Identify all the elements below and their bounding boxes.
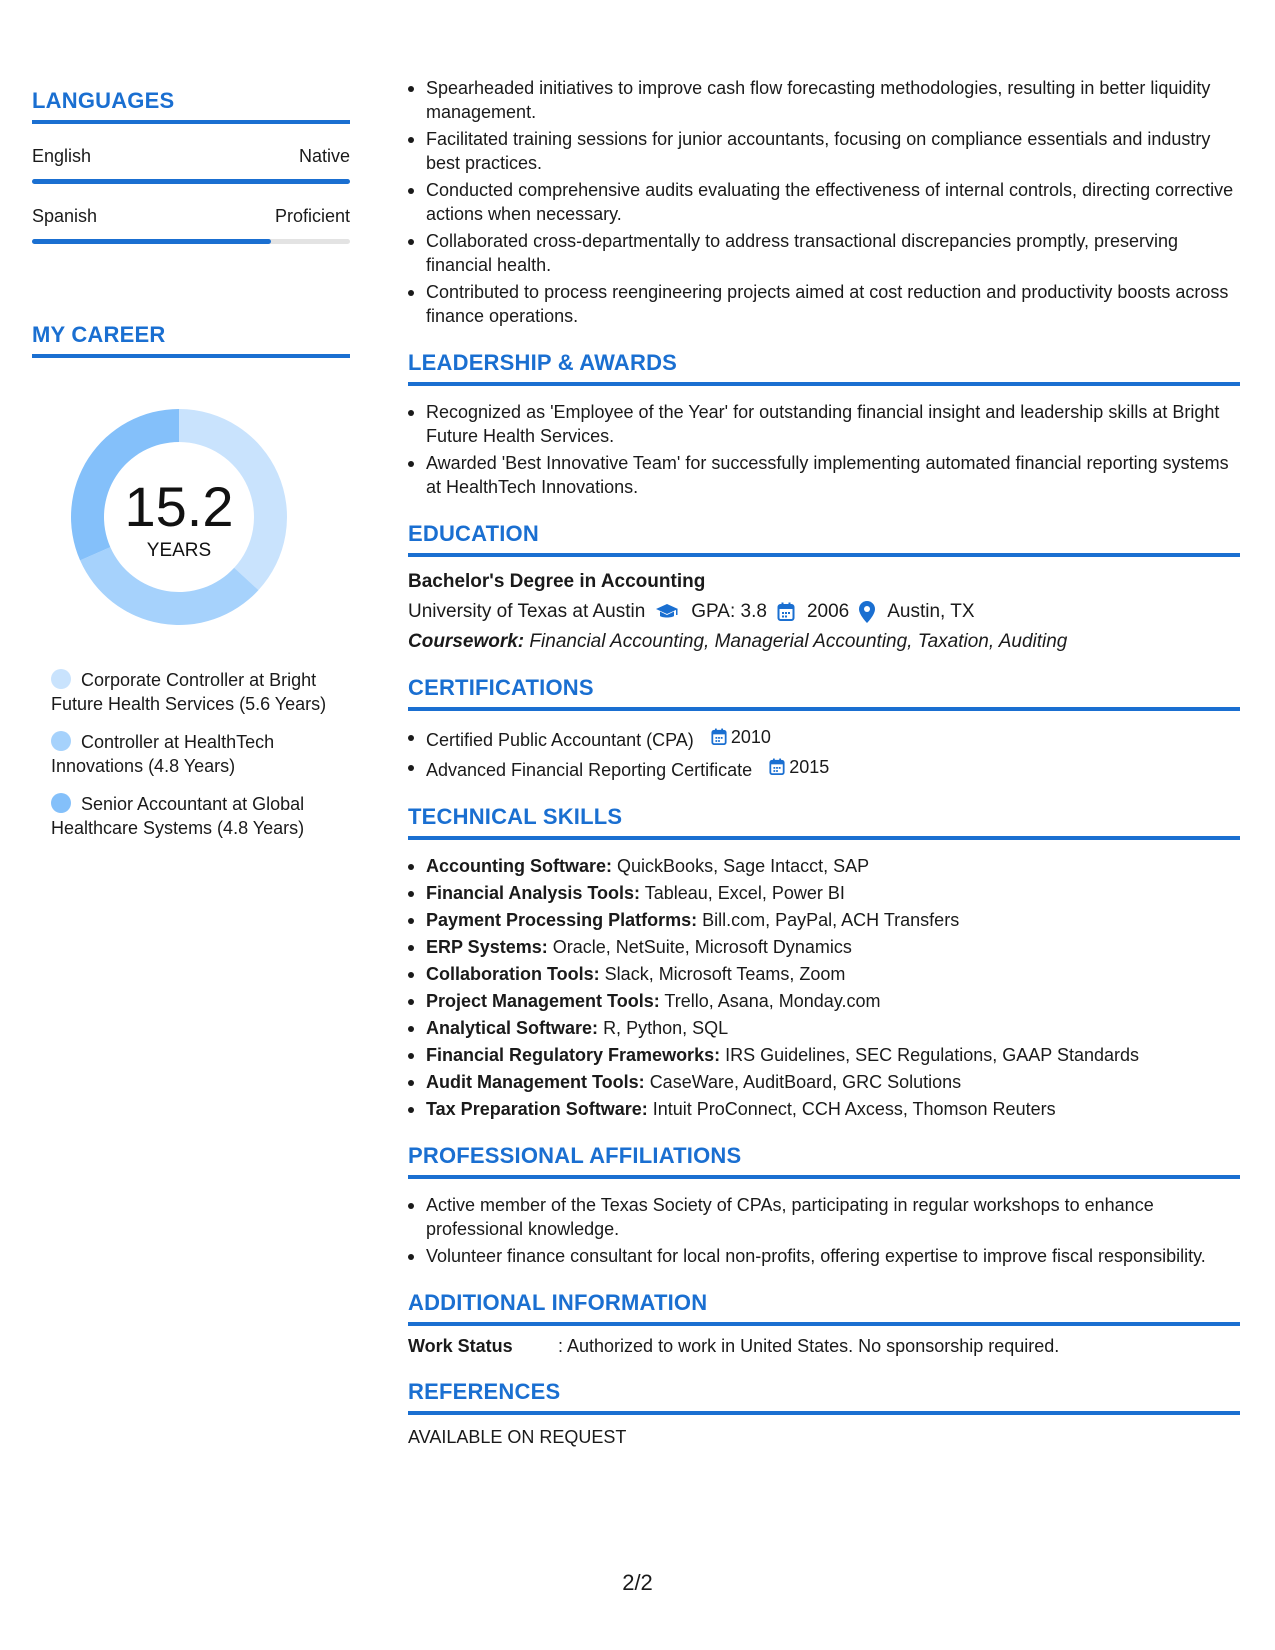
cert-name: Advanced Financial Reporting Certificate [426,760,753,780]
additional-info-section [408,1290,1240,1357]
legend-label: Corporate Controller at Bright Future Health Services (5.6 Years) [51,670,327,714]
legend-item [51,668,341,716]
skill-label: Accounting Software: [426,856,613,876]
list-item: Collaborated cross-departmentally to address transactional discrepancies promptly, preserving financial health. [426,229,1240,277]
skill-label: Audit Management Tools: [426,1072,645,1092]
career-section [32,322,350,840]
legend-dot [51,731,71,751]
references-text: AVAILABLE ON REQUEST [408,1427,627,1447]
list-item: Awarded 'Best Innovative Team' for successfully implementing automated financial reporting systems at HealthTech Innovations. [426,451,1240,499]
list-item [426,989,1240,1013]
career-legend [32,668,350,840]
info-key: Work Status [408,1336,513,1356]
career-years-label: YEARS [146,540,212,561]
additional-info-title: ADDITIONAL INFORMATION [408,1290,1240,1326]
leadership-section [408,350,1240,499]
language-name: English [32,146,92,166]
language-bar-fill [32,239,271,244]
skills-section [408,804,1240,1121]
location-pin-icon [859,601,875,623]
certifications-section [408,675,1240,782]
info-value: : Authorized to work in United States. No sponsorship required. [558,1336,1060,1356]
list-item: Volunteer finance consultant for local non-profits, offering expertise to improve fiscal responsibility. [426,1244,1240,1268]
cert-year: 2010 [730,727,771,747]
list-item [426,908,1240,932]
graduation-cap-icon [655,603,679,621]
school-location: Austin, TX [887,601,975,622]
legend-label: Controller at HealthTech Innovations (4.8 Years) [51,732,275,776]
skill-label: Payment Processing Platforms: [426,910,698,930]
career-title: MY CAREER [32,322,350,358]
language-english [32,146,350,184]
legend-label: Senior Accountant at Global Healthcare Systems (4.8 Years) [51,794,305,838]
language-level: Proficient [274,206,350,226]
skill-label: Collaboration Tools: [426,964,600,984]
skill-value: Oracle, NetSuite, Microsoft Dynamics [552,937,852,957]
skill-label: Project Management Tools: [426,991,660,1011]
list-item [426,881,1240,905]
career-donut [64,402,294,632]
experience-bullets [408,76,1240,328]
language-bar [32,239,350,244]
list-item: Conducted comprehensive audits evaluating the effectiveness of internal controls, directing corrective actions when necessary. [426,178,1240,226]
language-bar-fill [32,179,350,184]
calendar-icon [777,602,795,622]
list-item [426,1097,1240,1121]
degree: Bachelor's Degree in Accounting [408,571,706,592]
skill-value: IRS Guidelines, SEC Regulations, GAAP Standards [725,1045,1139,1065]
left-column [32,88,350,854]
skill-value: Intuit ProConnect, CCH Axcess, Thomson Reuters [652,1099,1056,1119]
school: University of Texas at Austin [408,601,646,622]
skill-value: Bill.com, PayPal, ACH Transfers [702,910,960,930]
list-item: Contributed to process reengineering projects aimed at cost reduction and productivity boosts across finance operations. [426,280,1240,328]
list-item: Spearheaded initiatives to improve cash flow forecasting methodologies, resulting in better liquidity management. [426,76,1240,124]
language-spanish [32,206,350,244]
legend-item [51,730,341,778]
gpa: GPA: 3.8 [691,601,767,622]
skill-label: Financial Analysis Tools: [426,883,641,903]
skill-value: QuickBooks, Sage Intacct, SAP [617,856,870,876]
graduation-year: 2006 [806,601,850,622]
skill-label: Analytical Software: [426,1018,599,1038]
certifications-title: CERTIFICATIONS [408,675,1240,711]
language-level: Native [298,146,350,166]
affiliations-title: PROFESSIONAL AFFILIATIONS [408,1143,1240,1179]
skill-value: CaseWare, AuditBoard, GRC Solutions [649,1072,962,1092]
list-item [426,1043,1240,1067]
legend-dot [51,669,71,689]
coursework-label: Coursework: [408,631,525,652]
education-section [408,521,1240,653]
language-bar [32,179,350,184]
skill-value: Trello, Asana, Monday.com [664,991,881,1011]
list-item [426,854,1240,878]
skills-title: TECHNICAL SKILLS [408,804,1240,840]
cert-name: Certified Public Accountant (CPA) [426,730,694,750]
list-item: Active member of the Texas Society of CPAs, participating in regular workshops to enhance professional knowledge. [426,1193,1240,1241]
references-section [408,1379,1240,1448]
skill-label: Tax Preparation Software: [426,1099,648,1119]
list-item [426,935,1240,959]
cert-year: 2015 [789,757,830,777]
list-item [426,1016,1240,1040]
list-item [426,725,1240,752]
language-name: Spanish [32,206,98,226]
coursework: Financial Accounting, Managerial Accounting, Taxation, Auditing [529,631,1068,652]
languages-title: LANGUAGES [32,88,350,124]
list-item: Facilitated training sessions for junior accountants, focusing on compliance essentials and industry best practices. [426,127,1240,175]
education-title: EDUCATION [408,521,1240,557]
legend-dot [51,793,71,813]
list-item: Recognized as 'Employee of the Year' for outstanding financial insight and leadership skills at Bright Future Health Services. [426,400,1240,448]
leadership-title: LEADERSHIP & AWARDS [408,350,1240,386]
calendar-icon [769,758,785,776]
calendar-icon [711,728,727,746]
skill-value: R, Python, SQL [603,1018,729,1038]
skill-value: Slack, Microsoft Teams, Zoom [604,964,846,984]
legend-item [51,792,341,840]
skill-value: Tableau, Excel, Power BI [644,883,845,903]
list-item [426,755,1240,782]
page-number: 2/2 [622,1570,653,1595]
affiliations-section [408,1143,1240,1268]
right-column [408,76,1240,1448]
list-item [426,962,1240,986]
career-total-years: 15.2 [124,475,234,538]
skill-label: Financial Regulatory Frameworks: [426,1045,721,1065]
list-item [426,1070,1240,1094]
references-title: REFERENCES [408,1379,1240,1415]
skill-label: ERP Systems: [426,937,548,957]
